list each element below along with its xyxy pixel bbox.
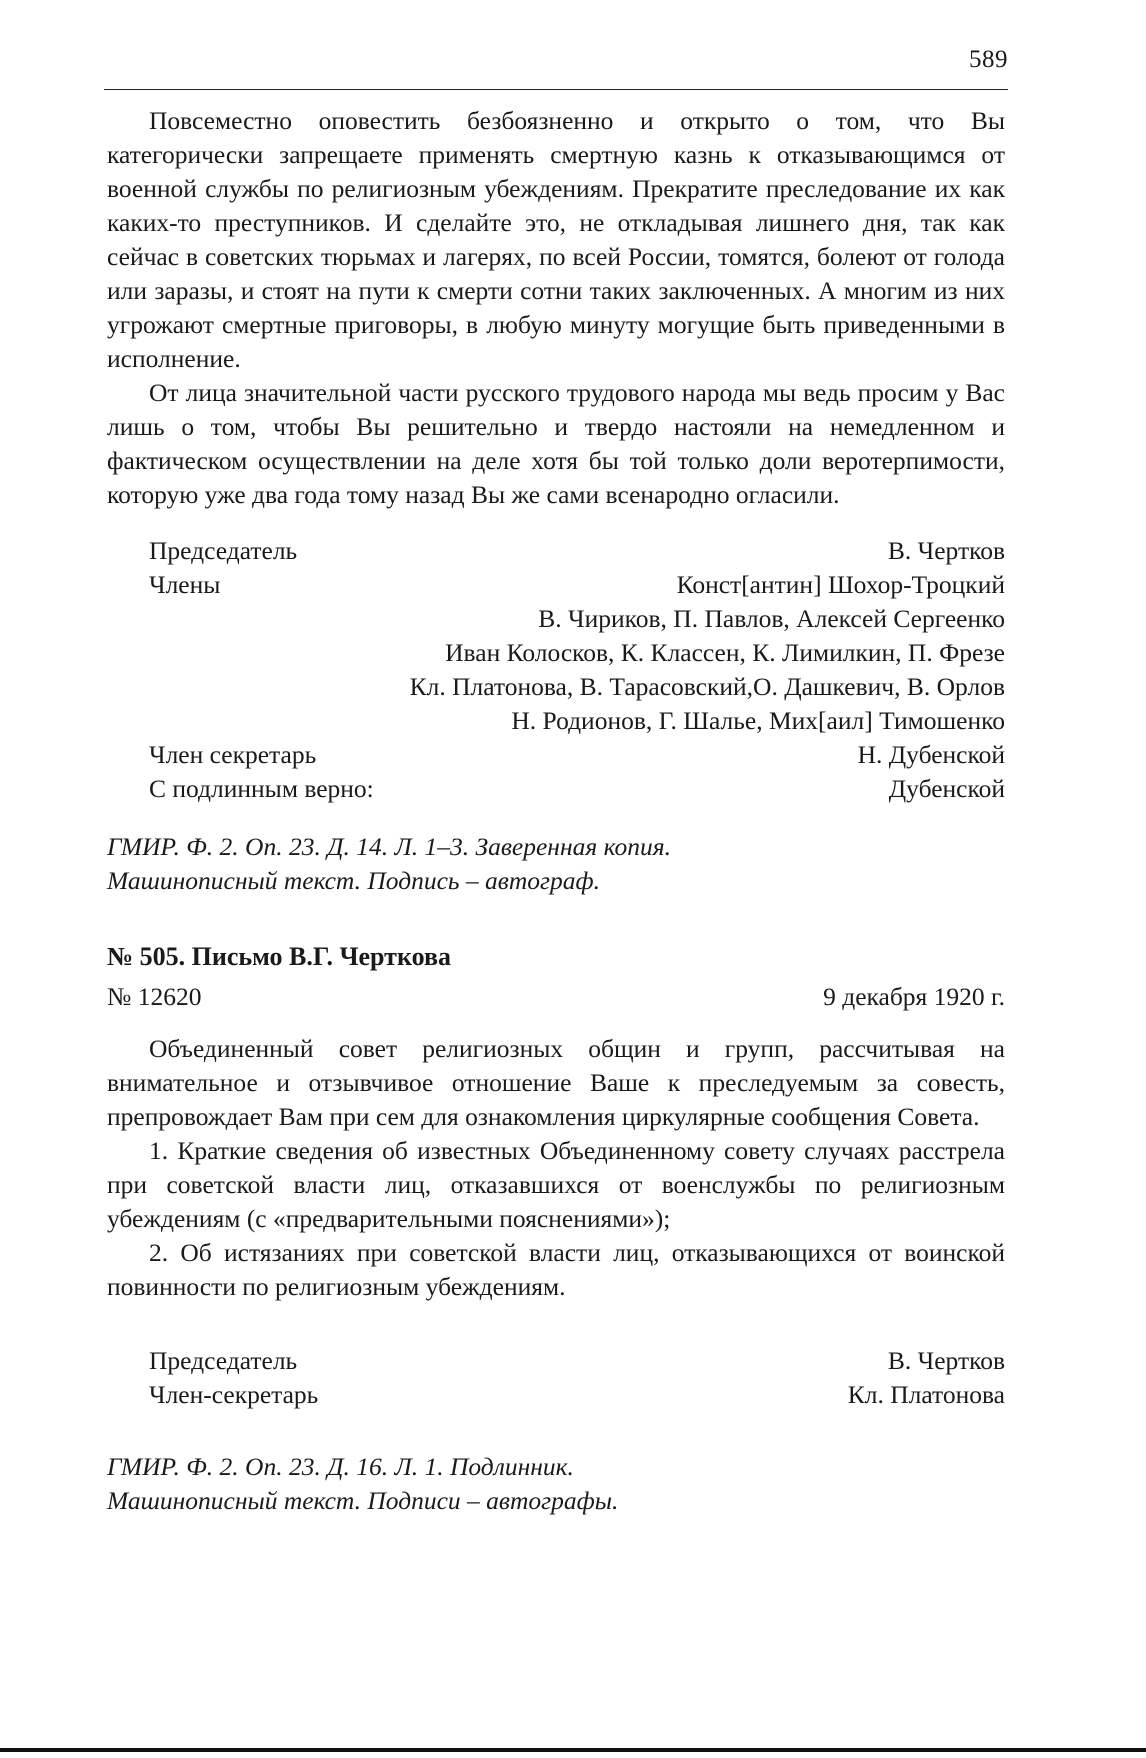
document-paragraph: 1. Краткие сведения об известных Объединенному совету случаях расстрела при советской власти лиц, отказавшихся от военслужбы по религиозным убеждениям (с «предварительными пояснениями»); bbox=[107, 1136, 1005, 1233]
document-title: № 505. Письмо В.Г. Черткова bbox=[107, 942, 451, 971]
document-date: 9 декабря 1920 г. bbox=[823, 982, 1005, 1011]
signature-role: С подлинным верно: bbox=[149, 774, 374, 803]
signature-role: Член-секретарь bbox=[149, 1380, 319, 1409]
signature-row-chairman bbox=[107, 1344, 1005, 1378]
signature-name: В. Чертков bbox=[887, 536, 1005, 565]
source-line: ГМИР. Ф. 2. Оп. 23. Д. 14. Л. 1–3. Заверенная копия. bbox=[107, 832, 672, 861]
signature-role: Председатель bbox=[149, 536, 298, 565]
source-line: ГМИР. Ф. 2. Оп. 23. Д. 16. Л. 1. Подлинник. bbox=[107, 1452, 574, 1481]
signature-members-line: Иван Колосков, К. Классен, К. Лимилкин, П. Фрезе bbox=[445, 638, 1005, 667]
signature-role: Председатель bbox=[149, 1346, 298, 1375]
signature-row-chairman bbox=[107, 534, 1005, 568]
signature-row-members bbox=[107, 568, 1005, 602]
document-paragraph: Объединенный совет религиозных общин и групп, рассчитывая на внимательное и отзывчивое отношение Ваше к преследуемым за совесть, препровождает Вам при сем для ознакомления циркулярные сообщения Совета. bbox=[107, 1034, 1005, 1131]
signature-row-secretary bbox=[107, 1378, 1005, 1412]
page-number: 589 bbox=[969, 46, 1008, 73]
page-content bbox=[107, 104, 1005, 1518]
signature-name: Конст[антин] Шохор-Троцкий bbox=[676, 570, 1005, 599]
signature-name: Кл. Платонова bbox=[847, 1380, 1005, 1409]
document-paragraph: 2. Об истязаниях при советской власти лиц, отказывающихся от воинской повинности по религиозным убеждениям. bbox=[107, 1238, 1005, 1301]
signature-members-line: Кл. Платонова, В. Тарасовский,О. Дашкевич, В. Орлов bbox=[409, 672, 1005, 701]
source-line: Машинописный текст. Подпись – автограф. bbox=[107, 866, 600, 895]
signature-role: Член секретарь bbox=[149, 740, 317, 769]
signature-name: В. Чертков bbox=[887, 1346, 1005, 1375]
document-meta bbox=[107, 980, 1005, 1014]
document-number: № 12620 bbox=[107, 982, 202, 1011]
letter-paragraph: Повсеместно оповестить безбоязненно и открыто о том, что Вы категорически запрещаете применять смертную казнь к отказывающимся от военной службы по религиозным убеждениям. Прекратите преследование их как каких-то преступников. И сделайте это, не откладывая лишнего дня, так как сейчас в советских тюрьмах и лагерях, по всей России, томятся, болеют от голода или заразы, и стоят на пути к смерти сотни таких заключенных. А многим из них угрожают смертные приговоры, в любую минуту могущие быть приведенными в исполнение. bbox=[107, 106, 1005, 373]
signature-members-line: Н. Родионов, Г. Шалье, Мих[аил] Тимошенко bbox=[511, 706, 1005, 735]
signature-row-secretary bbox=[107, 738, 1005, 772]
archive-source-note bbox=[107, 830, 1005, 898]
signature-row-certified bbox=[107, 772, 1005, 806]
document-body bbox=[107, 1032, 1005, 1304]
letter-signatures bbox=[107, 534, 1005, 806]
document-signatures bbox=[107, 1344, 1005, 1412]
signature-name: Н. Дубенской bbox=[857, 740, 1005, 769]
bottom-edge-rule bbox=[0, 1748, 1146, 1752]
archive-source-note bbox=[107, 1450, 1005, 1518]
signature-members-line: В. Чириков, П. Павлов, Алексей Сергеенко bbox=[538, 604, 1005, 633]
signature-role: Члены bbox=[149, 570, 221, 599]
header-rule bbox=[104, 89, 1008, 90]
source-line: Машинописный текст. Подписи – автографы. bbox=[107, 1486, 619, 1515]
letter-paragraph: От лица значительной части русского трудового народа мы ведь просим у Вас лишь о том, чтобы Вы решительно и твердо настояли на немедленном и фактическом осуществлении на деле хотя бы той только доли веротерпимости, которую уже два года тому назад Вы же сами всенародно огласили. bbox=[107, 378, 1005, 509]
signature-name: Дубенской bbox=[888, 774, 1005, 803]
